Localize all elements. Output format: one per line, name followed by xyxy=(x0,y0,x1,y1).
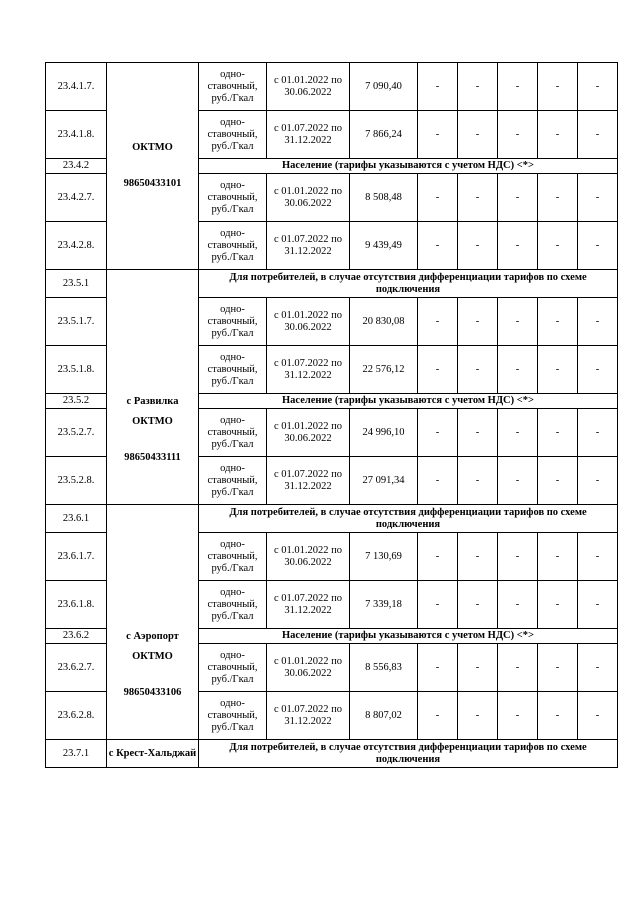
row-code: 23.4.1.8. xyxy=(46,111,107,159)
empty-value: - xyxy=(578,222,618,270)
empty-value: - xyxy=(418,581,458,629)
rate-type: одно-ставочный, руб./Гкал xyxy=(199,346,267,394)
tariff-value: 7 130,69 xyxy=(350,533,418,581)
period: с 01.01.2022 по 30.06.2022 xyxy=(267,174,350,222)
empty-value: - xyxy=(538,63,578,111)
empty-value: - xyxy=(578,644,618,692)
empty-value: - xyxy=(578,111,618,159)
empty-value: - xyxy=(458,533,498,581)
rate-type: одно-ставочный, руб./Гкал xyxy=(199,692,267,740)
rate-type: одно-ставочный, руб./Гкал xyxy=(199,222,267,270)
empty-value: - xyxy=(538,346,578,394)
empty-value: - xyxy=(458,174,498,222)
section-heading: Для потребителей, в случае отсутствия дифференциации тарифов по схеме подключения xyxy=(199,270,618,298)
empty-value: - xyxy=(498,409,538,457)
empty-value: - xyxy=(578,457,618,505)
empty-value: - xyxy=(578,63,618,111)
empty-value: - xyxy=(458,692,498,740)
empty-value: - xyxy=(538,222,578,270)
empty-value: - xyxy=(538,174,578,222)
oktmo-label: ОКТМО xyxy=(132,651,173,662)
period: с 01.01.2022 по 30.06.2022 xyxy=(267,533,350,581)
period: с 01.07.2022 по 31.12.2022 xyxy=(267,111,350,159)
tariff-value: 8 556,83 xyxy=(350,644,418,692)
tariff-value: 27 091,34 xyxy=(350,457,418,505)
row-code: 23.5.2.7. xyxy=(46,409,107,457)
rate-type: одно-ставочный, руб./Гкал xyxy=(199,457,267,505)
empty-value: - xyxy=(418,174,458,222)
tariff-table xyxy=(45,62,618,768)
section-heading: Население (тарифы указываются с учетом НДС) <*> xyxy=(199,159,618,174)
empty-value: - xyxy=(418,63,458,111)
rate-type: одно-ставочный, руб./Гкал xyxy=(199,174,267,222)
rate-type: одно-ставочный, руб./Гкал xyxy=(199,409,267,457)
row-code: 23.6.1 xyxy=(46,505,107,533)
tariff-value: 20 830,08 xyxy=(350,298,418,346)
empty-value: - xyxy=(498,692,538,740)
rate-type: одно-ставочный, руб./Гкал xyxy=(199,63,267,111)
section-heading: Для потребителей, в случае отсутствия дифференциации тарифов по схеме подключения xyxy=(199,740,618,768)
empty-value: - xyxy=(538,298,578,346)
period: с 01.07.2022 по 31.12.2022 xyxy=(267,581,350,629)
empty-value: - xyxy=(498,533,538,581)
empty-value: - xyxy=(538,457,578,505)
tariff-value: 9 439,49 xyxy=(350,222,418,270)
empty-value: - xyxy=(458,409,498,457)
territory-cell xyxy=(107,740,199,768)
empty-value: - xyxy=(578,692,618,740)
row-code: 23.5.1.7. xyxy=(46,298,107,346)
row-code: 23.4.2.7. xyxy=(46,174,107,222)
row-code: 23.4.1.7. xyxy=(46,63,107,111)
rate-type: одно-ставочный, руб./Гкал xyxy=(199,533,267,581)
empty-value: - xyxy=(418,457,458,505)
empty-value: - xyxy=(458,63,498,111)
tariff-value: 24 996,10 xyxy=(350,409,418,457)
empty-value: - xyxy=(578,409,618,457)
empty-value: - xyxy=(418,346,458,394)
empty-value: - xyxy=(418,533,458,581)
empty-value: - xyxy=(498,581,538,629)
territory-cell xyxy=(107,63,199,270)
oktmo-label: ОКТМО xyxy=(132,142,173,153)
empty-value: - xyxy=(418,692,458,740)
empty-value: - xyxy=(498,298,538,346)
empty-value: - xyxy=(538,111,578,159)
empty-value: - xyxy=(458,644,498,692)
empty-value: - xyxy=(578,174,618,222)
empty-value: - xyxy=(418,644,458,692)
empty-value: - xyxy=(498,457,538,505)
period: с 01.01.2022 по 30.06.2022 xyxy=(267,409,350,457)
tariff-value: 7 339,18 xyxy=(350,581,418,629)
section-heading: Население (тарифы указываются с учетом НДС) <*> xyxy=(199,394,618,409)
territory-name: с Аэропорт xyxy=(126,631,179,642)
rate-type: одно-ставочный, руб./Гкал xyxy=(199,644,267,692)
tariff-value: 8 508,48 xyxy=(350,174,418,222)
row-code: 23.7.1 xyxy=(46,740,107,768)
empty-value: - xyxy=(458,346,498,394)
row-code: 23.5.1 xyxy=(46,270,107,298)
empty-value: - xyxy=(538,409,578,457)
row-code: 23.6.1.8. xyxy=(46,581,107,629)
territory-cell xyxy=(107,270,199,505)
oktmo-code: 98650433106 xyxy=(123,687,182,698)
row-code: 23.4.2 xyxy=(46,159,107,174)
empty-value: - xyxy=(498,346,538,394)
row-code: 23.6.1.7. xyxy=(46,533,107,581)
territory-name: с Развилка xyxy=(126,396,179,407)
empty-value: - xyxy=(458,111,498,159)
empty-value: - xyxy=(418,222,458,270)
period: с 01.01.2022 по 30.06.2022 xyxy=(267,298,350,346)
territory-name: с Крест-Хальджай xyxy=(108,747,197,759)
empty-value: - xyxy=(458,581,498,629)
empty-value: - xyxy=(538,692,578,740)
oktmo-label: ОКТМО xyxy=(132,416,173,427)
row-code: 23.5.2 xyxy=(46,394,107,409)
empty-value: - xyxy=(458,298,498,346)
section-row xyxy=(46,270,618,298)
empty-value: - xyxy=(498,222,538,270)
empty-value: - xyxy=(498,111,538,159)
section-row xyxy=(46,740,618,768)
rate-type: одно-ставочный, руб./Гкал xyxy=(199,581,267,629)
empty-value: - xyxy=(418,409,458,457)
tariff-value: 7 090,40 xyxy=(350,63,418,111)
empty-value: - xyxy=(578,298,618,346)
period: с 01.01.2022 по 30.06.2022 xyxy=(267,63,350,111)
row-code: 23.5.2.8. xyxy=(46,457,107,505)
period: с 01.07.2022 по 31.12.2022 xyxy=(267,222,350,270)
empty-value: - xyxy=(498,63,538,111)
oktmo-code: 98650433101 xyxy=(123,178,182,189)
section-heading: Для потребителей, в случае отсутствия дифференциации тарифов по схеме подключения xyxy=(199,505,618,533)
period: с 01.07.2022 по 31.12.2022 xyxy=(267,457,350,505)
table-row xyxy=(46,63,618,111)
empty-value: - xyxy=(498,644,538,692)
oktmo-code: 98650433111 xyxy=(124,452,181,463)
section-heading: Население (тарифы указываются с учетом НДС) <*> xyxy=(199,629,618,644)
empty-value: - xyxy=(578,581,618,629)
tariff-value: 22 576,12 xyxy=(350,346,418,394)
empty-value: - xyxy=(458,222,498,270)
empty-value: - xyxy=(578,533,618,581)
empty-value: - xyxy=(458,457,498,505)
rate-type: одно-ставочный, руб./Гкал xyxy=(199,111,267,159)
tariff-value: 7 866,24 xyxy=(350,111,418,159)
rate-type: одно-ставочный, руб./Гкал xyxy=(199,298,267,346)
period: с 01.01.2022 по 30.06.2022 xyxy=(267,644,350,692)
period: с 01.07.2022 по 31.12.2022 xyxy=(267,346,350,394)
empty-value: - xyxy=(538,644,578,692)
empty-value: - xyxy=(578,346,618,394)
row-code: 23.6.2.7. xyxy=(46,644,107,692)
row-code: 23.4.2.8. xyxy=(46,222,107,270)
territory-cell xyxy=(107,505,199,740)
section-row xyxy=(46,505,618,533)
empty-value: - xyxy=(538,581,578,629)
empty-value: - xyxy=(418,111,458,159)
row-code: 23.6.2 xyxy=(46,629,107,644)
row-code: 23.6.2.8. xyxy=(46,692,107,740)
empty-value: - xyxy=(538,533,578,581)
row-code: 23.5.1.8. xyxy=(46,346,107,394)
period: с 01.07.2022 по 31.12.2022 xyxy=(267,692,350,740)
tariff-value: 8 807,02 xyxy=(350,692,418,740)
empty-value: - xyxy=(418,298,458,346)
empty-value: - xyxy=(498,174,538,222)
